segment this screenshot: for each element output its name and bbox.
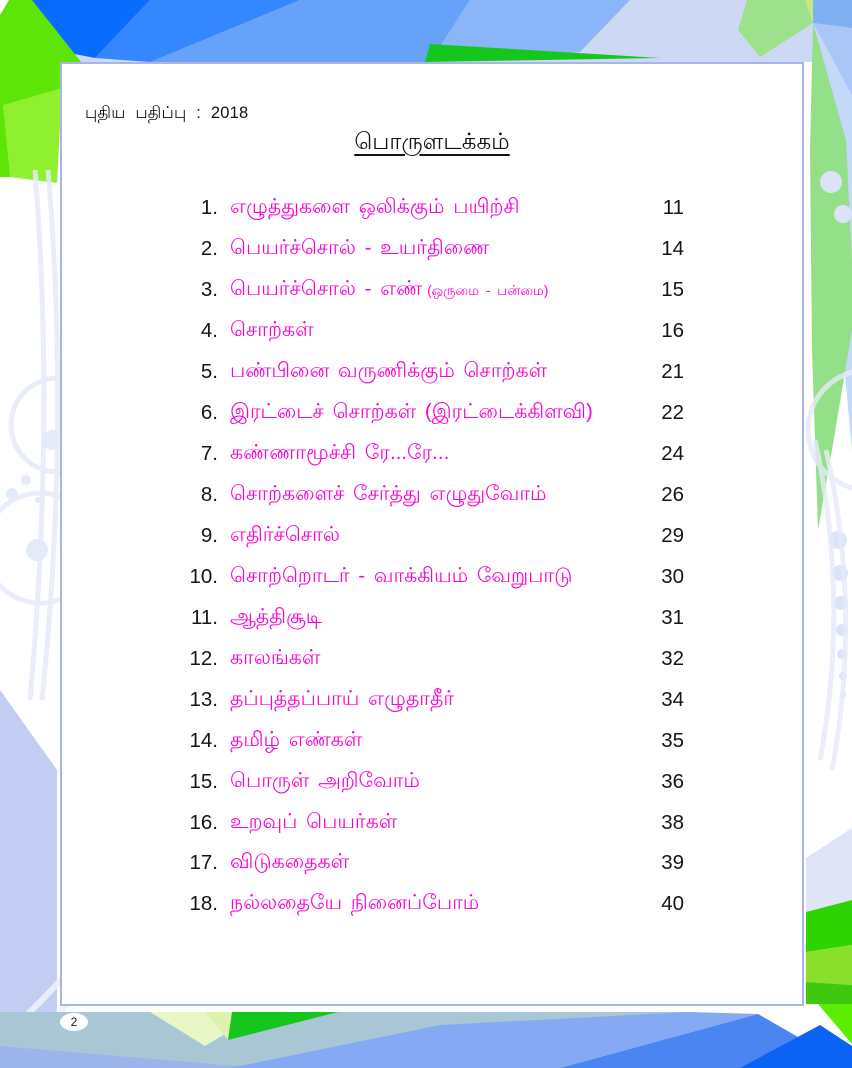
toc-item-title	[230, 728, 638, 754]
toc-item-number: 6.	[200, 401, 218, 425]
toc-item-title	[230, 687, 638, 713]
toc-item-title-text: சொற்கள்	[230, 318, 314, 342]
toc-item-title-text: கண்ணாமூச்சி ரே...ரே...	[230, 441, 450, 465]
toc-row	[172, 311, 684, 352]
toc-item-number: 17.	[189, 851, 218, 875]
edition-label: புதிய பதிப்பு : 2018	[85, 104, 249, 122]
toc-item-title	[230, 277, 638, 303]
toc-item-subtitle: (ஒருமை - பன்மை)	[427, 283, 549, 299]
toc-item-title-text: சொற்களைச் சேர்த்து எழுதுவோம்	[230, 482, 547, 506]
toc-item-page: 36	[661, 769, 684, 793]
toc-item-title	[230, 605, 638, 631]
toc-row	[172, 229, 684, 270]
toc-item-page: 34	[661, 687, 684, 711]
toc-item-page: 24	[661, 442, 684, 466]
toc-item-title-text: ஆத்திசூடி	[230, 604, 323, 628]
toc-row	[172, 270, 684, 311]
toc-row	[172, 720, 684, 761]
table-of-contents	[172, 188, 684, 925]
toc-row	[172, 393, 684, 434]
toc-row	[172, 188, 684, 229]
toc-item-title	[230, 891, 638, 917]
toc-item-title-text: எதிர்ச்சொல்	[230, 522, 340, 546]
toc-row	[172, 679, 684, 720]
toc-item-title-text: பண்பினை வருணிக்கும் சொற்கள்	[230, 359, 548, 383]
toc-item-title-text: பொருள் அறிவோம்	[230, 768, 420, 792]
toc-item-number: 16.	[189, 810, 218, 834]
toc-item-number: 3.	[200, 278, 218, 302]
toc-item-title	[230, 850, 638, 876]
toc-row	[172, 556, 684, 597]
page-title-text: பொருளடக்கம்	[354, 128, 510, 154]
toc-row	[172, 475, 684, 516]
toc-item-number: 1.	[200, 196, 218, 220]
toc-item-number: 13.	[189, 687, 218, 711]
toc-item-page: 40	[661, 892, 684, 916]
toc-item-number: 14.	[189, 728, 218, 752]
toc-item-page: 39	[661, 851, 684, 875]
toc-item-page: 14	[661, 237, 684, 261]
toc-item-page: 21	[661, 360, 684, 384]
toc-row	[172, 638, 684, 679]
toc-item-number: 9.	[200, 523, 218, 547]
toc-item-number: 7.	[200, 442, 218, 466]
toc-item-title-text: சொற்றொடர் - வாக்கியம் வேறுபாடு	[230, 563, 573, 587]
toc-item-title-text: உறவுப் பெயர்கள்	[230, 809, 398, 833]
toc-item-page: 30	[661, 564, 684, 588]
toc-item-title-text: காலங்கள்	[230, 645, 321, 669]
page-title	[60, 128, 804, 158]
toc-item-title	[230, 810, 638, 836]
toc-row	[172, 761, 684, 802]
toc-row	[172, 516, 684, 557]
page-number-badge	[60, 1013, 88, 1031]
toc-item-number: 18.	[189, 892, 218, 916]
toc-item-title	[230, 441, 638, 467]
toc-item-title	[230, 769, 638, 795]
toc-item-title	[230, 646, 638, 672]
toc-row	[172, 843, 684, 884]
toc-item-number: 2.	[200, 237, 218, 261]
toc-item-page: 11	[662, 196, 684, 220]
toc-item-number: 5.	[200, 360, 218, 384]
toc-item-title	[230, 359, 638, 385]
toc-item-number: 10.	[189, 564, 218, 588]
toc-item-title-text: பெயர்ச்சொல் - எண்	[230, 277, 423, 301]
toc-row	[172, 597, 684, 638]
toc-item-title-text: தப்புத்தப்பாய் எழுதாதீர்	[230, 686, 455, 710]
toc-item-number: 8.	[200, 483, 218, 507]
toc-item-title-text: விடுகதைகள்	[230, 850, 350, 874]
page-number: 2	[70, 1015, 78, 1029]
toc-item-number: 11.	[191, 605, 218, 629]
toc-row	[172, 352, 684, 393]
toc-item-page: 38	[661, 810, 684, 834]
toc-item-title	[230, 236, 638, 262]
toc-item-page: 32	[661, 646, 684, 670]
toc-item-title-text: நல்லதையே நினைப்போம்	[230, 891, 480, 915]
toc-item-title-text: தமிழ் எண்கள்	[230, 727, 363, 751]
toc-item-number: 12.	[189, 646, 218, 670]
toc-item-page: 31	[661, 605, 684, 629]
toc-item-page: 16	[661, 319, 684, 343]
toc-item-number: 4.	[200, 319, 218, 343]
toc-item-number: 15.	[189, 769, 218, 793]
toc-item-title-text: பெயர்ச்சொல் - உயர்திணை	[230, 236, 490, 260]
toc-item-page: 35	[661, 728, 684, 752]
toc-item-title-text: இரட்டைச் சொற்கள் (இரட்டைக்கிளவி)	[230, 400, 593, 424]
toc-item-title	[230, 564, 638, 590]
toc-item-page: 29	[661, 523, 684, 547]
toc-item-title	[230, 400, 638, 426]
toc-item-title	[230, 318, 638, 344]
toc-item-title	[230, 523, 638, 549]
toc-row	[172, 884, 684, 925]
toc-item-title	[230, 482, 638, 508]
toc-row	[172, 434, 684, 475]
toc-item-title	[230, 195, 638, 221]
toc-item-title-text: எழுத்துகளை ஒலிக்கும் பயிற்சி	[230, 195, 520, 219]
toc-row	[172, 802, 684, 843]
toc-item-page: 22	[661, 401, 684, 425]
toc-item-page: 26	[661, 483, 684, 507]
toc-item-page: 15	[661, 278, 684, 302]
